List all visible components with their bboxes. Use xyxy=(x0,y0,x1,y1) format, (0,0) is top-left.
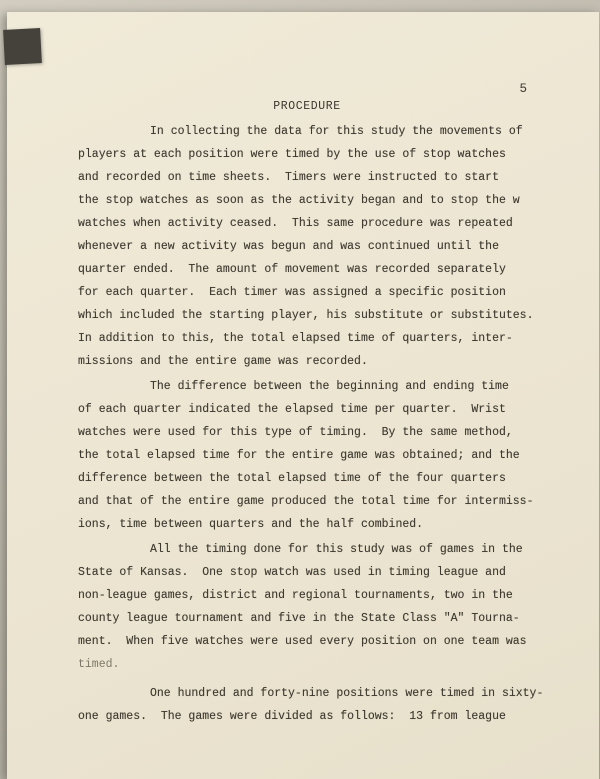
text-line: The difference between the beginning and ending time xyxy=(150,380,509,393)
text-line: ment. When five watches were used every position on one team was xyxy=(78,635,527,648)
text-line: one games. The games were divided as follows: 13 from league xyxy=(78,710,506,723)
paragraph xyxy=(78,120,548,373)
dark-corner-mark xyxy=(3,28,42,65)
text-line: In collecting the data for this study the movements of xyxy=(150,125,523,138)
text-line: watches were used for this type of timing. By the same method, xyxy=(78,426,513,439)
paragraph xyxy=(78,682,548,728)
text-line: One hundred and forty-nine positions were timed in sixty- xyxy=(150,687,544,700)
text-line: the total elapsed time for the entire game was obtained; and the xyxy=(78,449,520,462)
text-line: and recorded on time sheets. Timers were instructed to start xyxy=(78,171,499,184)
text-line: State of Kansas. One stop watch was used in timing league and xyxy=(78,566,506,579)
text-line: In addition to this, the total elapsed time of quarters, inter- xyxy=(78,332,513,345)
page-number: 5 xyxy=(519,82,527,96)
document-page xyxy=(7,12,599,779)
text-line: watches when activity ceased. This same procedure was repeated xyxy=(78,217,513,230)
text-line: of each quarter indicated the elapsed time per quarter. Wrist xyxy=(78,403,506,416)
text-line: missions and the entire game was recorded. xyxy=(78,355,368,368)
text-line: difference between the total elapsed time of the four quarters xyxy=(78,472,506,485)
text-line: players at each position were timed by the use of stop watches xyxy=(78,148,506,161)
text-line: ions, time between quarters and the half combined. xyxy=(78,518,424,531)
text-line: for each quarter. Each timer was assigned a specific position xyxy=(78,286,506,299)
text-line: All the timing done for this study was of games in the xyxy=(150,543,523,556)
paragraph xyxy=(78,538,548,676)
text-line: timed. xyxy=(78,658,120,671)
page-title: PROCEDURE xyxy=(273,100,341,113)
document-body xyxy=(78,120,548,728)
text-line: which included the starting player, his substitute or substitutes. xyxy=(78,309,534,322)
paragraph xyxy=(78,375,548,536)
text-line: quarter ended. The amount of movement was recorded separately xyxy=(78,263,506,276)
text-line: whenever a new activity was begun and was continued until the xyxy=(78,240,499,253)
text-line: and that of the entire game produced the total time for intermiss- xyxy=(78,495,534,508)
text-line: the stop watches as soon as the activity began and to stop the w xyxy=(78,194,520,207)
text-line: non-league games, district and regional tournaments, two in the xyxy=(78,589,513,602)
text-line: county league tournament and five in the State Class "A" Tourna- xyxy=(78,612,520,625)
